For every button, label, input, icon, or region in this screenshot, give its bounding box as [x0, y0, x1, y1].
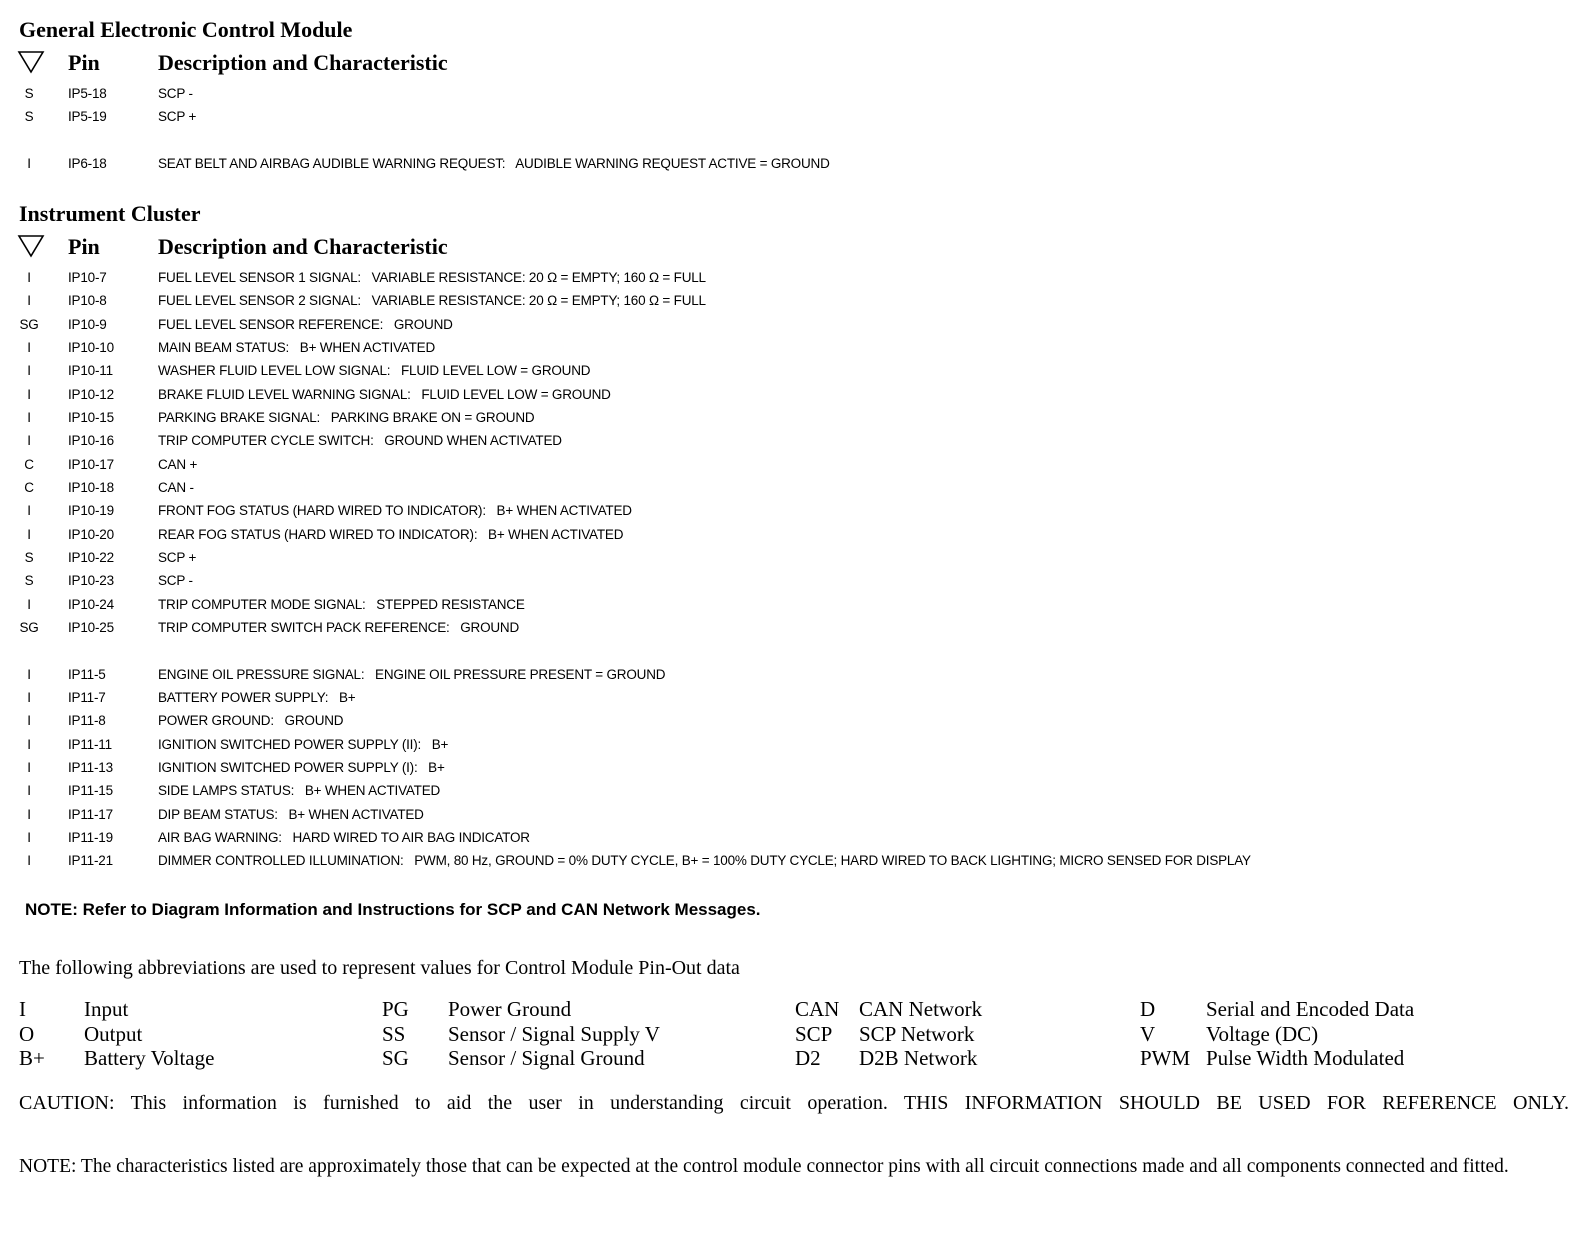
- abbreviation-description: Output: [84, 1022, 143, 1046]
- pin-type: SG: [19, 620, 39, 635]
- pin-number: IP10-23: [68, 573, 114, 588]
- pin-type: I: [27, 293, 31, 308]
- pin-type: I: [27, 340, 31, 355]
- pin-number: IP10-25: [68, 620, 114, 635]
- abbreviation-code: D: [1140, 997, 1156, 1021]
- pin-number: IP10-16: [68, 433, 114, 448]
- pin-type: S: [24, 86, 34, 101]
- pin-description: TRIP COMPUTER CYCLE SWITCH: GROUND WHEN ACTIVATED: [158, 433, 562, 448]
- network-note: NOTE: Refer to Diagram Information and Instructions for SCP and CAN Network Messages.: [25, 900, 761, 919]
- pin-description: FUEL LEVEL SENSOR 2 SIGNAL: VARIABLE RESISTANCE: 20 Ω = EMPTY; 160 Ω = FULL: [158, 293, 706, 308]
- pin-description: DIP BEAM STATUS: B+ WHEN ACTIVATED: [158, 807, 424, 822]
- abbreviation-item: [1140, 997, 1500, 1022]
- pin-type: I: [27, 737, 31, 752]
- pin-row: [0, 735, 1584, 755]
- pin-row: [0, 455, 1584, 475]
- abbreviation-description: Voltage (DC): [1206, 1022, 1319, 1046]
- pin-type: I: [27, 387, 31, 402]
- pin-type: SG: [19, 317, 39, 332]
- pin-type: I: [27, 363, 31, 378]
- abbreviation-item: [1140, 1046, 1500, 1071]
- pin-description: DIMMER CONTROLLED ILLUMINATION: PWM, 80 Hz, GROUND = 0% DUTY CYCLE, B+ = 100% DUTY CYCLE; HARD WIRED TO BACK LIGHTING; MICRO SENSED FOR DISPLAY: [158, 853, 1251, 868]
- abbreviation-code: CAN: [795, 997, 840, 1021]
- pin-number: IP11-13: [68, 760, 113, 775]
- pin-row: [0, 338, 1584, 358]
- pin-row: [0, 805, 1584, 825]
- pin-number: IP11-5: [68, 667, 106, 682]
- pin-number: IP10-20: [68, 527, 114, 542]
- pin-description: IGNITION SWITCHED POWER SUPPLY (II): B+: [158, 737, 449, 752]
- pin-row: [0, 548, 1584, 568]
- abbreviation-code: SS: [382, 1022, 406, 1046]
- pin-description: AIR BAG WARNING: HARD WIRED TO AIR BAG INDICATOR: [158, 830, 530, 845]
- abbreviation-item: [19, 997, 379, 1022]
- abbreviation-item: [795, 1046, 1155, 1071]
- pin-number: IP10-11: [68, 363, 113, 378]
- pin-type: I: [27, 760, 31, 775]
- abbreviation-description: Battery Voltage: [84, 1046, 215, 1070]
- pin-row: [0, 385, 1584, 405]
- pin-description: FUEL LEVEL SENSOR REFERENCE: GROUND: [158, 317, 453, 332]
- pin-type: C: [24, 457, 34, 472]
- abbreviation-item: [382, 1022, 742, 1047]
- abbreviation-description: Sensor / Signal Ground: [448, 1046, 645, 1070]
- pin-type: S: [24, 573, 34, 588]
- abbreviation-code: PG: [382, 997, 409, 1021]
- abbreviation-code: B+: [19, 1046, 45, 1070]
- pin-type: I: [27, 410, 31, 425]
- pin-number: IP10-9: [68, 317, 107, 332]
- caution-text: CAUTION: This information is furnished to aid the user in understanding circuit operation. THIS INFORMATION SHOULD BE USED FOR REFERENCE ONLY.: [19, 1092, 1569, 1114]
- pin-row: [0, 711, 1584, 731]
- pin-type: I: [27, 713, 31, 728]
- pin-row: [0, 758, 1584, 778]
- abbreviation-description: Power Ground: [448, 997, 572, 1021]
- pin-number: IP6-18: [68, 156, 107, 171]
- cluster-title: Instrument Cluster: [19, 201, 201, 226]
- pin-number: IP11-8: [68, 713, 106, 728]
- cluster-header-pin: Pin: [68, 234, 100, 259]
- pin-number: IP10-22: [68, 550, 114, 565]
- pin-description: ENGINE OIL PRESSURE SIGNAL: ENGINE OIL PRESSURE PRESENT = GROUND: [158, 667, 666, 682]
- abbreviations-intro: The following abbreviations are used to represent values for Control Module Pin-Out data: [19, 957, 740, 979]
- pin-row: [0, 618, 1584, 638]
- pin-description: SCP -: [158, 86, 193, 101]
- abbreviation-item: [19, 1022, 379, 1047]
- abbreviation-item: [382, 1046, 742, 1071]
- pin-number: IP11-17: [68, 807, 113, 822]
- pin-row: [0, 828, 1584, 848]
- gecm-header-pin: Pin: [68, 50, 100, 75]
- pin-description: SIDE LAMPS STATUS: B+ WHEN ACTIVATED: [158, 783, 441, 798]
- abbreviation-description: D2B Network: [859, 1046, 978, 1070]
- pin-type: I: [27, 597, 31, 612]
- pin-description: SEAT BELT AND AIRBAG AUDIBLE WARNING REQUEST: AUDIBLE WARNING REQUEST ACTIVE = GROUND: [158, 156, 830, 171]
- pin-description: BRAKE FLUID LEVEL WARNING SIGNAL: FLUID LEVEL LOW = GROUND: [158, 387, 611, 402]
- abbreviation-code: PWM: [1140, 1046, 1191, 1070]
- abbreviation-description: Pulse Width Modulated: [1206, 1046, 1405, 1070]
- pin-type: I: [27, 156, 31, 171]
- pin-number: IP10-17: [68, 457, 114, 472]
- pin-description: WASHER FLUID LEVEL LOW SIGNAL: FLUID LEVEL LOW = GROUND: [158, 363, 591, 378]
- pin-description: REAR FOG STATUS (HARD WIRED TO INDICATOR): B+ WHEN ACTIVATED: [158, 527, 624, 542]
- pin-description: FRONT FOG STATUS (HARD WIRED TO INDICATOR): B+ WHEN ACTIVATED: [158, 503, 632, 518]
- pin-type: S: [24, 109, 34, 124]
- pin-description: PARKING BRAKE SIGNAL: PARKING BRAKE ON = GROUND: [158, 410, 535, 425]
- pin-row: [0, 501, 1584, 521]
- pin-number: IP11-15: [68, 783, 113, 798]
- pin-row: [0, 291, 1584, 311]
- pin-row: [0, 688, 1584, 708]
- pin-number: IP5-19: [68, 109, 107, 124]
- characteristics-note: NOTE: The characteristics listed are approximately those that can be expected at the control module connector pins with all circuit connections made and all components connected and fitted.: [19, 1156, 1509, 1177]
- triangle-icon: [17, 234, 45, 258]
- gecm-title: General Electronic Control Module: [19, 17, 353, 42]
- pin-row: [0, 154, 1584, 174]
- pin-row: [0, 107, 1584, 127]
- pin-number: IP10-18: [68, 480, 114, 495]
- abbreviation-description: SCP Network: [859, 1022, 975, 1046]
- abbreviation-code: I: [19, 997, 26, 1021]
- pin-type: I: [27, 830, 31, 845]
- pin-number: IP11-19: [68, 830, 113, 845]
- pin-number: IP11-7: [68, 690, 106, 705]
- gecm-header-description: Description and Characteristic: [158, 50, 448, 75]
- abbreviation-code: D2: [795, 1046, 821, 1070]
- pin-description: POWER GROUND: GROUND: [158, 713, 344, 728]
- pin-type: C: [24, 480, 34, 495]
- triangle-icon: [17, 50, 45, 74]
- abbreviation-code: SCP: [795, 1022, 833, 1046]
- cluster-header-description: Description and Characteristic: [158, 234, 448, 259]
- pin-row: [0, 84, 1584, 104]
- pin-number: IP10-24: [68, 597, 114, 612]
- pin-row: [0, 478, 1584, 498]
- pin-number: IP10-10: [68, 340, 114, 355]
- pin-row: [0, 361, 1584, 381]
- abbreviation-description: Serial and Encoded Data: [1206, 997, 1415, 1021]
- abbreviation-item: [382, 997, 742, 1022]
- abbreviation-item: [1140, 1022, 1500, 1047]
- pin-type: I: [27, 667, 31, 682]
- abbreviation-code: O: [19, 1022, 35, 1046]
- abbreviation-item: [795, 1022, 1155, 1047]
- pin-description: SCP +: [158, 109, 197, 124]
- pin-type: I: [27, 433, 31, 448]
- abbreviation-item: [795, 997, 1155, 1022]
- pin-type: I: [27, 503, 31, 518]
- gecm-column-header: [0, 48, 1584, 78]
- pin-row: [0, 408, 1584, 428]
- pin-row: [0, 571, 1584, 591]
- pin-type: I: [27, 807, 31, 822]
- pin-number: IP5-18: [68, 86, 107, 101]
- abbreviation-description: Input: [84, 997, 129, 1021]
- pin-description: TRIP COMPUTER MODE SIGNAL: STEPPED RESISTANCE: [158, 597, 525, 612]
- pin-description: BATTERY POWER SUPPLY: B+: [158, 690, 356, 705]
- pin-row: [0, 525, 1584, 545]
- abbreviation-description: CAN Network: [859, 997, 983, 1021]
- abbreviation-item: [19, 1046, 379, 1071]
- pin-type: I: [27, 270, 31, 285]
- pin-description: IGNITION SWITCHED POWER SUPPLY (I): B+: [158, 760, 445, 775]
- pin-row: [0, 431, 1584, 451]
- pin-description: SCP +: [158, 550, 197, 565]
- pin-number: IP11-21: [68, 853, 113, 868]
- cluster-column-header: [0, 232, 1584, 262]
- abbreviation-code: SG: [382, 1046, 409, 1070]
- pin-type: I: [27, 783, 31, 798]
- pin-number: IP10-19: [68, 503, 114, 518]
- pin-description: FUEL LEVEL SENSOR 1 SIGNAL: VARIABLE RESISTANCE: 20 Ω = EMPTY; 160 Ω = FULL: [158, 270, 706, 285]
- pin-row: [0, 595, 1584, 615]
- pin-number: IP11-11: [68, 737, 112, 752]
- pin-description: MAIN BEAM STATUS: B+ WHEN ACTIVATED: [158, 340, 436, 355]
- pin-number: IP10-7: [68, 270, 107, 285]
- pin-number: IP10-15: [68, 410, 114, 425]
- pin-type: S: [24, 550, 34, 565]
- pin-type: I: [27, 527, 31, 542]
- pin-type: I: [27, 690, 31, 705]
- pin-row: [0, 268, 1584, 288]
- pin-description: CAN -: [158, 480, 194, 495]
- pin-row: [0, 781, 1584, 801]
- abbreviation-description: Sensor / Signal Supply V: [448, 1022, 660, 1046]
- abbreviation-code: V: [1140, 1022, 1156, 1046]
- pin-description: SCP -: [158, 573, 193, 588]
- pin-number: IP10-8: [68, 293, 107, 308]
- pin-description: CAN +: [158, 457, 198, 472]
- pin-row: [0, 315, 1584, 335]
- pin-number: IP10-12: [68, 387, 114, 402]
- pin-row: [0, 665, 1584, 685]
- pin-row: [0, 851, 1584, 871]
- pin-type: I: [27, 853, 31, 868]
- pin-description: TRIP COMPUTER SWITCH PACK REFERENCE: GROUND: [158, 620, 520, 635]
